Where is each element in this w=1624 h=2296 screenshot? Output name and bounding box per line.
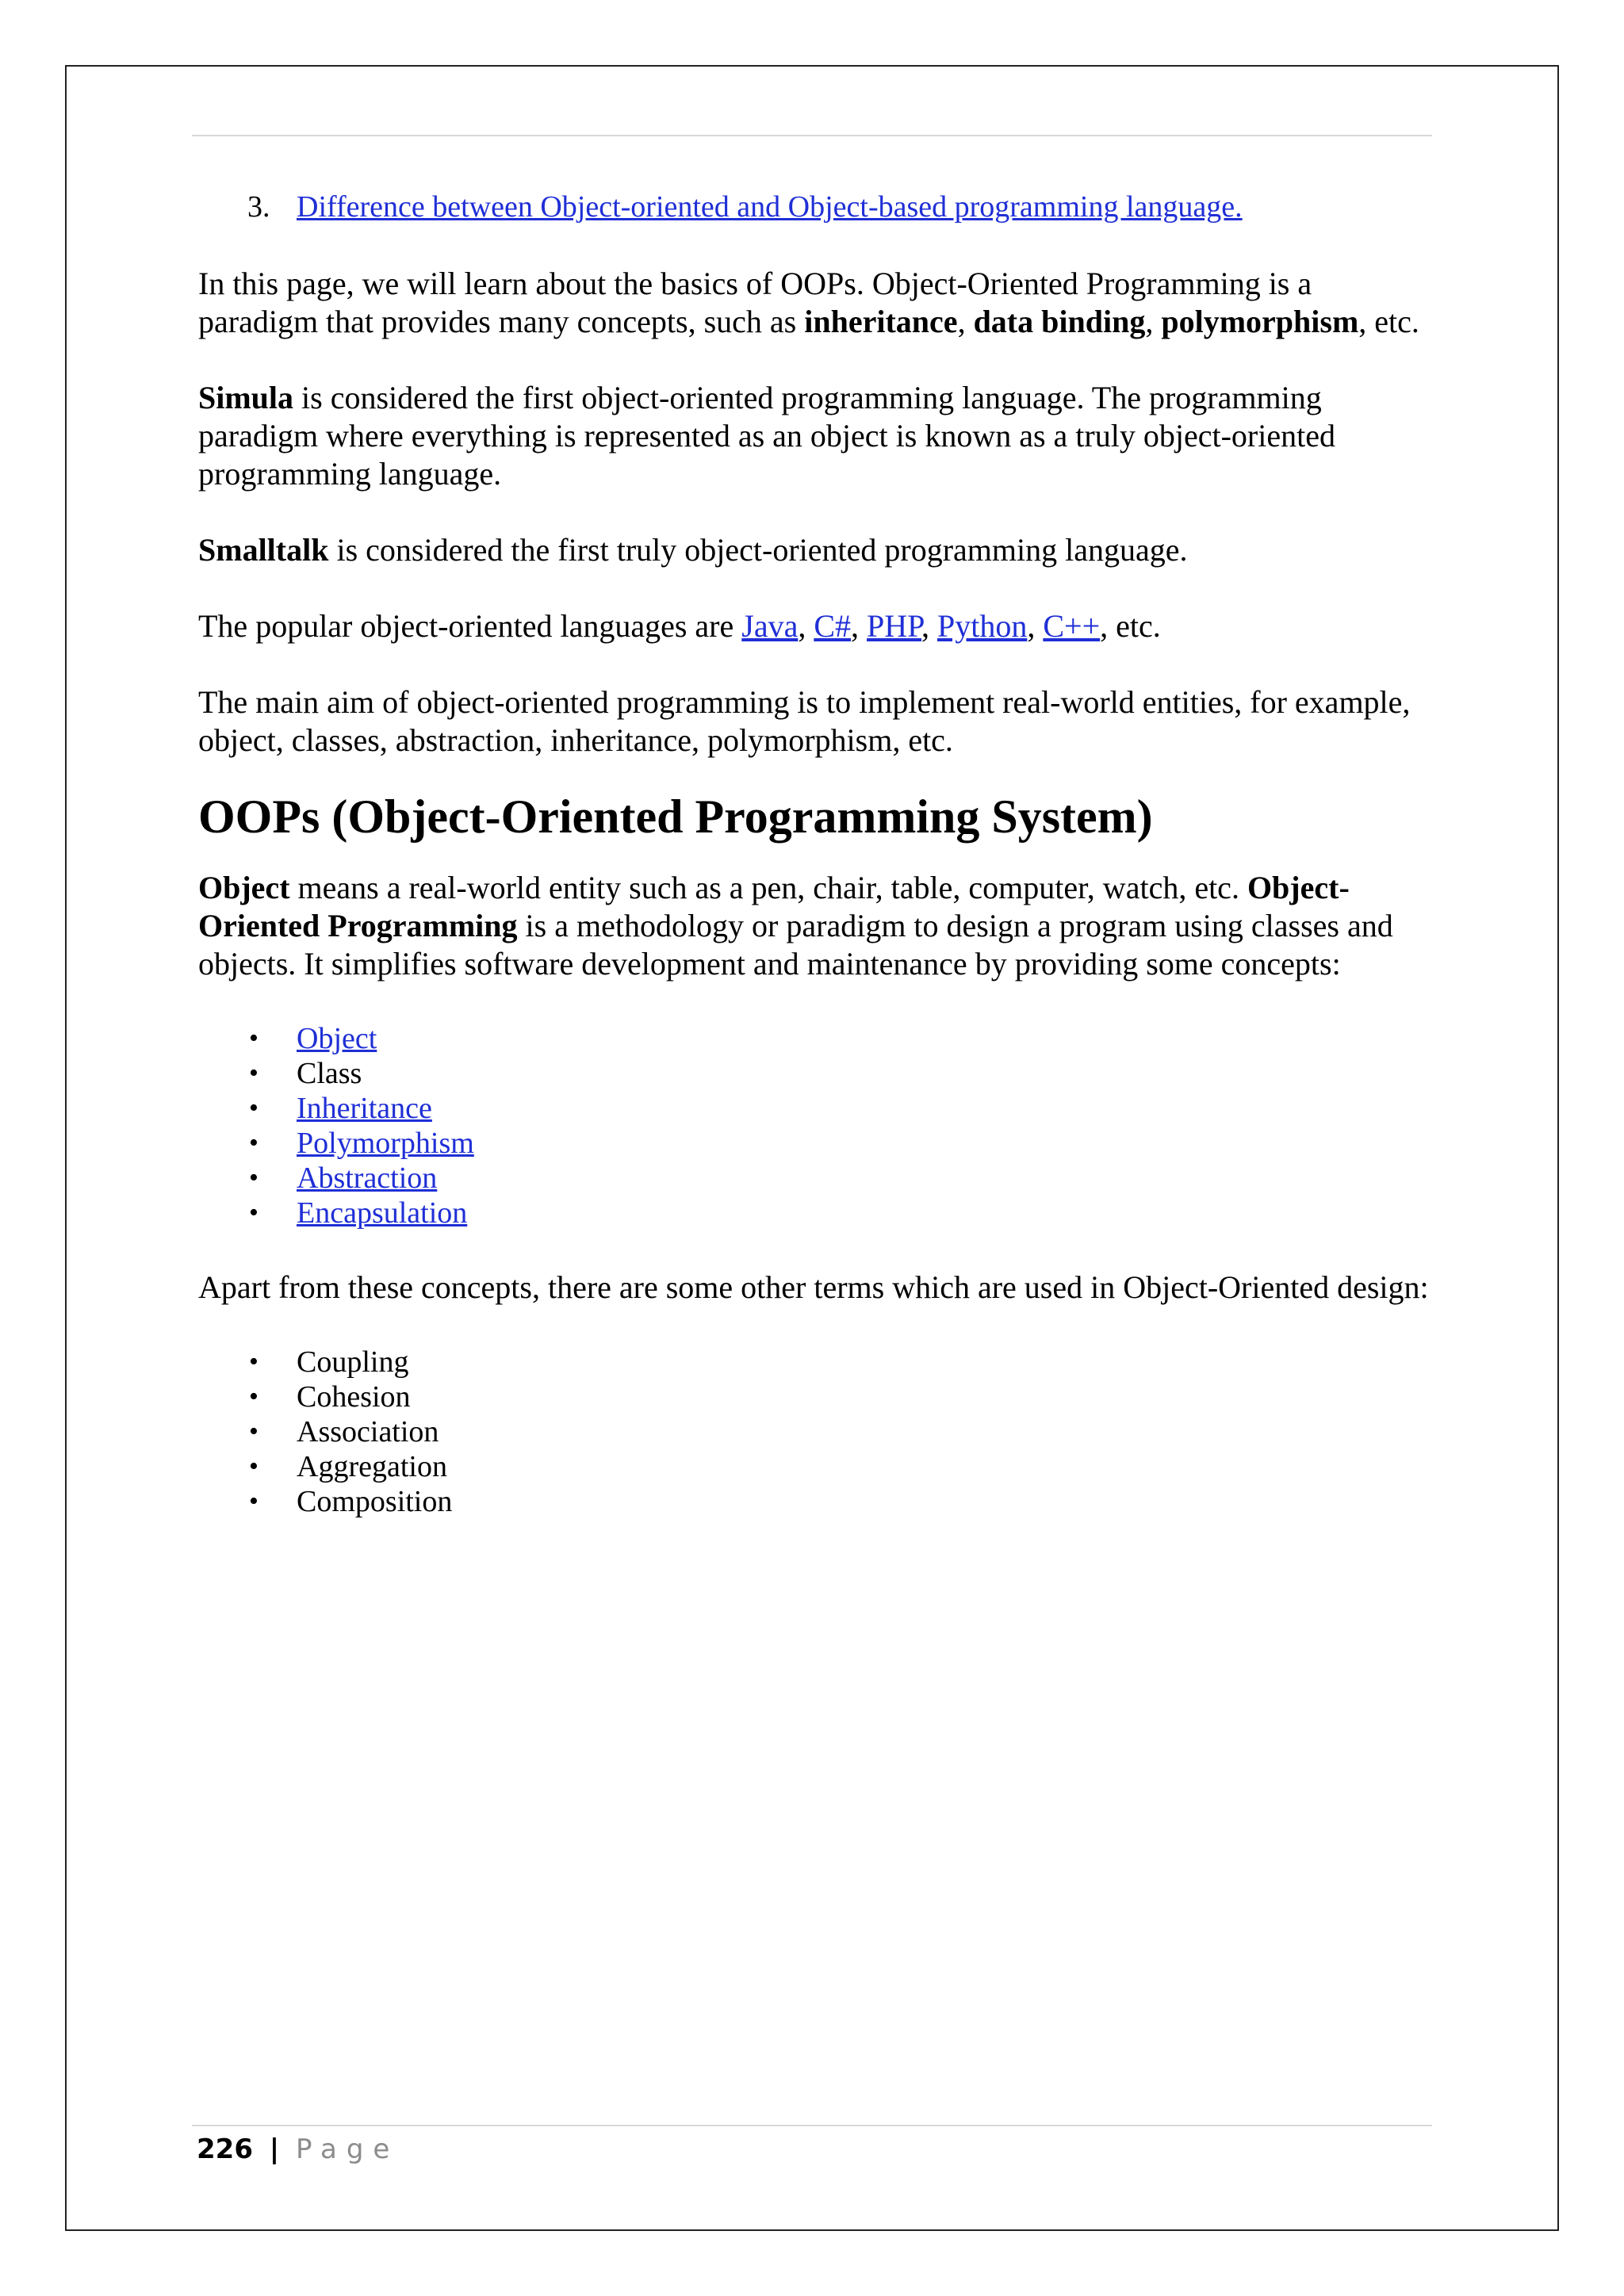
intro-paragraph [198,265,1435,341]
object-link[interactable]: Object [297,1022,377,1055]
list-item [198,1414,1435,1449]
csharp-link[interactable]: C# [814,608,852,644]
languages-sep: , [1027,608,1044,644]
footer-separator: | [269,2133,280,2165]
list-item [198,1196,1435,1230]
list-item [198,1345,1435,1380]
list-item [198,1056,1435,1091]
object-paragraph [198,869,1435,983]
document-body [198,189,1435,1519]
list-item [198,1380,1435,1414]
simula-paragraph [198,379,1435,493]
list-item [198,1091,1435,1126]
smalltalk-bold: Smalltalk [198,532,329,568]
class-label: Class [297,1057,362,1090]
languages-sep: , [921,608,937,644]
bullet-icon: • [249,1347,259,1376]
term-label: Aggregation [297,1450,447,1483]
python-link[interactable]: Python [936,608,1028,644]
list-item [198,1484,1435,1519]
page-label: Page [296,2133,400,2165]
list-item [198,1161,1435,1196]
aim-paragraph: The main aim of object-oriented programming is to implement real-world entities, for example, object, classes, abstraction, inheritance, polymorphism, etc. [198,684,1411,758]
object-text: means a real-world entity such as a pen, chair, table, computer, watch, etc. [289,870,1247,905]
footer-rule [192,2125,1432,2126]
difference-link[interactable]: Difference between Object-oriented and Object-based programming language. [297,190,1243,224]
concepts-list [198,1021,1435,1230]
section-heading: OOPs (Object-Oriented Programming System) [198,790,1153,843]
php-link[interactable]: PHP [867,608,921,644]
term-label: Composition [297,1485,453,1518]
page-number: 226 [197,2133,253,2165]
list-item [198,189,1435,225]
encapsulation-link[interactable]: Encapsulation [297,1196,468,1230]
simula-text: is considered the first object-oriented programming language. The programming paradigm where everything is represented as an object is known as a truly object-oriented programming language. [198,380,1335,492]
intro-bold-inheritance: inheritance [804,304,958,339]
simula-bold: Simula [198,380,294,415]
cpp-link[interactable]: C++ [1043,608,1101,644]
list-item [198,1126,1435,1161]
oop-text: is a methodology or paradigm to design a program using classes and objects. It simplifies software development and maintenance by providing some concepts: [198,908,1393,982]
intro-sep: , [957,304,974,339]
list-item [198,1449,1435,1484]
bullet-icon: • [249,1452,259,1481]
terms-list [198,1345,1435,1519]
bullet-icon: • [249,1024,259,1053]
bullet-icon: • [249,1058,259,1088]
intro-text: In this page, we will learn about the basics of OOPs. Object-Oriented Programming is a paradigm that provides many concepts, such as [198,266,1312,339]
list-item [198,1021,1435,1056]
intro-bold-polymorphism: polymorphism [1161,304,1359,339]
bullet-icon: • [249,1163,259,1192]
smalltalk-paragraph [198,531,1435,569]
term-label: Cohesion [297,1380,411,1414]
bullet-icon: • [249,1128,259,1158]
intro-sep: , [1145,304,1162,339]
bullet-icon: • [249,1382,259,1411]
oop-bold: Object-Oriented Programming [198,870,1350,943]
languages-text: The popular object-oriented languages are [198,608,742,644]
apart-paragraph: Apart from these concepts, there are some other terms which are used in Object-Oriented design: [198,1269,1429,1305]
java-link[interactable]: Java [741,608,799,644]
abstraction-link[interactable]: Abstraction [297,1161,438,1195]
inheritance-link[interactable]: Inheritance [297,1092,432,1125]
languages-paragraph [198,607,1435,645]
intro-bold-data-binding: data binding [973,304,1146,339]
term-label: Association [297,1415,439,1448]
numbered-list [198,189,1435,225]
bullet-icon: • [249,1093,259,1123]
languages-sep: , [798,608,814,644]
intro-text-end: , etc. [1358,304,1419,339]
bullet-icon: • [249,1487,259,1516]
header-rule [192,135,1432,136]
object-bold: Object [198,870,290,905]
polymorphism-link[interactable]: Polymorphism [297,1127,474,1160]
page-footer [197,2133,399,2166]
term-label: Coupling [297,1345,409,1379]
languages-sep: , [851,608,868,644]
smalltalk-text: is considered the first truly object-oriented programming language. [328,532,1188,568]
languages-text-end: , etc. [1100,608,1161,644]
bullet-icon: • [249,1198,259,1227]
bullet-icon: • [249,1417,259,1446]
list-number: 3. [247,190,270,224]
